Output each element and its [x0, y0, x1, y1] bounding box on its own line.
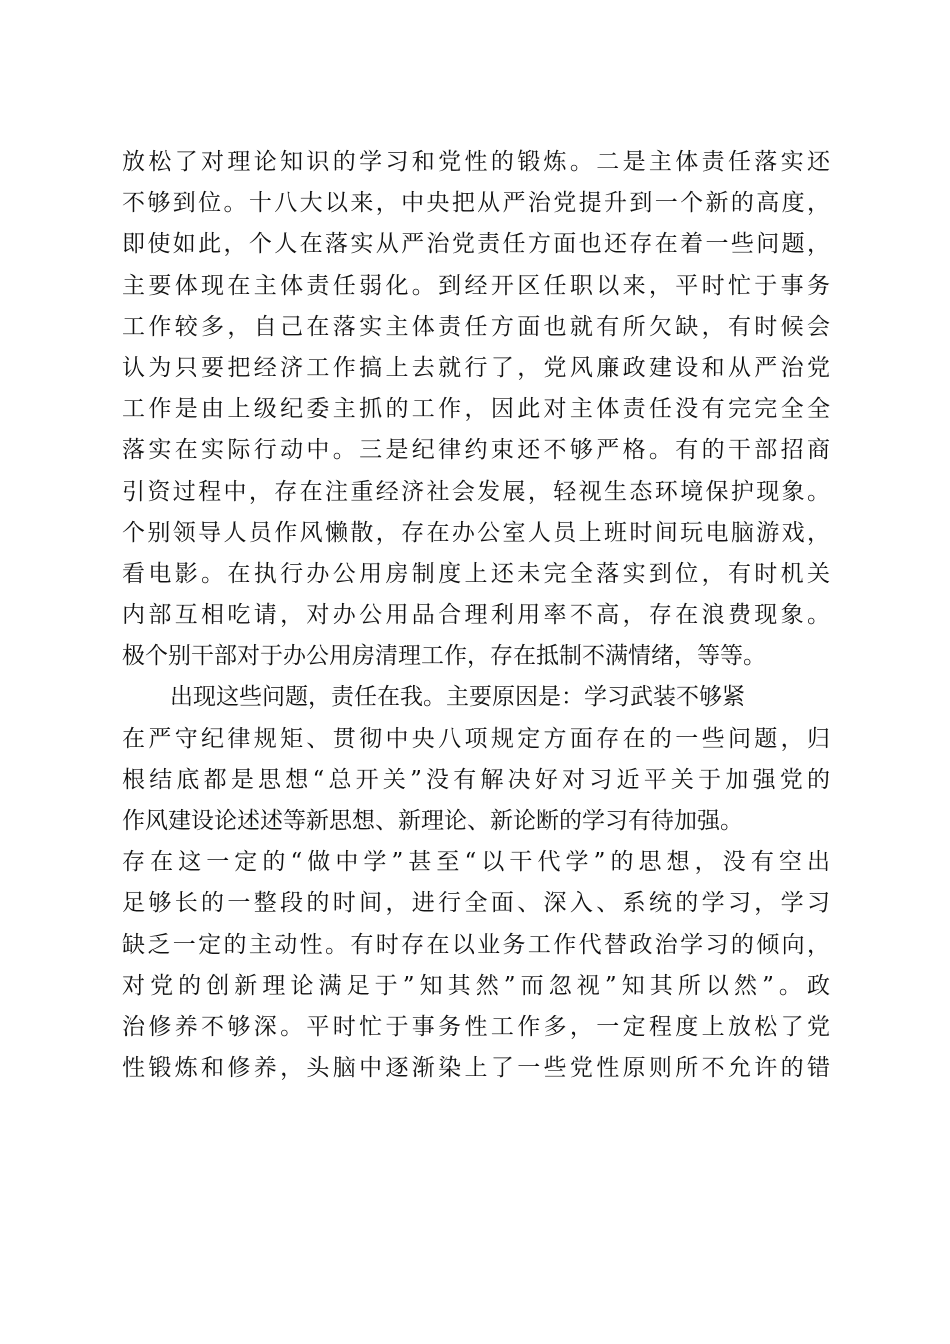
- text-line: 性锻炼和修养，头脑中逐渐染上了一些党性原则所不允许的错: [122, 1055, 830, 1082]
- text-line: 工作较多，自己在落实主体责任方面也就有所欠缺，有时候会: [122, 313, 830, 340]
- text-line: 主要体现在主体责任弱化。到经开区任职以来，平时忙于事务: [122, 272, 830, 299]
- text-line: 根结底都是思想“总开关”没有解决好对习近平关于加强党的: [122, 766, 830, 793]
- text-line: 内部互相吃请，对办公用品合理利用率不高，存在浪费现象。: [122, 602, 830, 629]
- text-line: 看电影。在执行办公用房制度上还未完全落实到位，有时机关: [122, 560, 830, 587]
- text-line: 即使如此，个人在落实从严治党责任方面也还存在着一些问题，: [122, 231, 830, 258]
- text-line: 缺乏一定的主动性。有时存在以业务工作代替政治学习的倾向，: [122, 931, 830, 958]
- text-line: 引资过程中，存在注重经济社会发展，轻视生态环境保护现象。: [122, 478, 830, 505]
- text-line: 个别领导人员作风懒散，存在办公室人员上班时间玩电脑游戏，: [122, 519, 830, 546]
- text-line: 落实在实际行动中。三是纪律约束还不够严格。有的干部招商: [122, 437, 830, 464]
- text-line: 存在这一定的“做中学”甚至“以干代学”的思想，没有空出: [122, 849, 830, 876]
- body-text: [122, 142, 830, 1089]
- text-line: 足够长的一整段的时间，进行全面、深入、系统的学习，学习: [122, 890, 830, 917]
- text-line: 不够到位。十八大以来，中央把从严治党提升到一个新的高度，: [122, 190, 830, 217]
- text-line: 作风建设论述述等新思想、新理论、新论断的学习有待加强。: [122, 808, 743, 834]
- text-line: 治修养不够深。平时忙于事务性工作多，一定程度上放松了党: [122, 1013, 830, 1040]
- text-line: 放松了对理论知识的学习和党性的锻炼。二是主体责任落实还: [122, 149, 830, 175]
- text-line: 极个别干部对于办公用房清理工作，存在抵制不满情绪，等等。: [122, 643, 766, 670]
- text-line: 在严守纪律规矩、贯彻中央八项规定方面存在的一些问题，归: [122, 725, 830, 752]
- text-line: 工作是由上级纪委主抓的工作，因此对主体责任没有完完全全: [122, 396, 830, 423]
- paragraph-start-line: 出现这些问题，责任在我。主要原因是：学习武装不够紧: [170, 684, 745, 711]
- text-line: 认为只要把经济工作搞上去就行了，党风廉政建设和从严治党: [122, 354, 830, 381]
- text-line: 对党的创新理论满足于”知其然”而忽视”知其所以然”。政: [122, 972, 830, 999]
